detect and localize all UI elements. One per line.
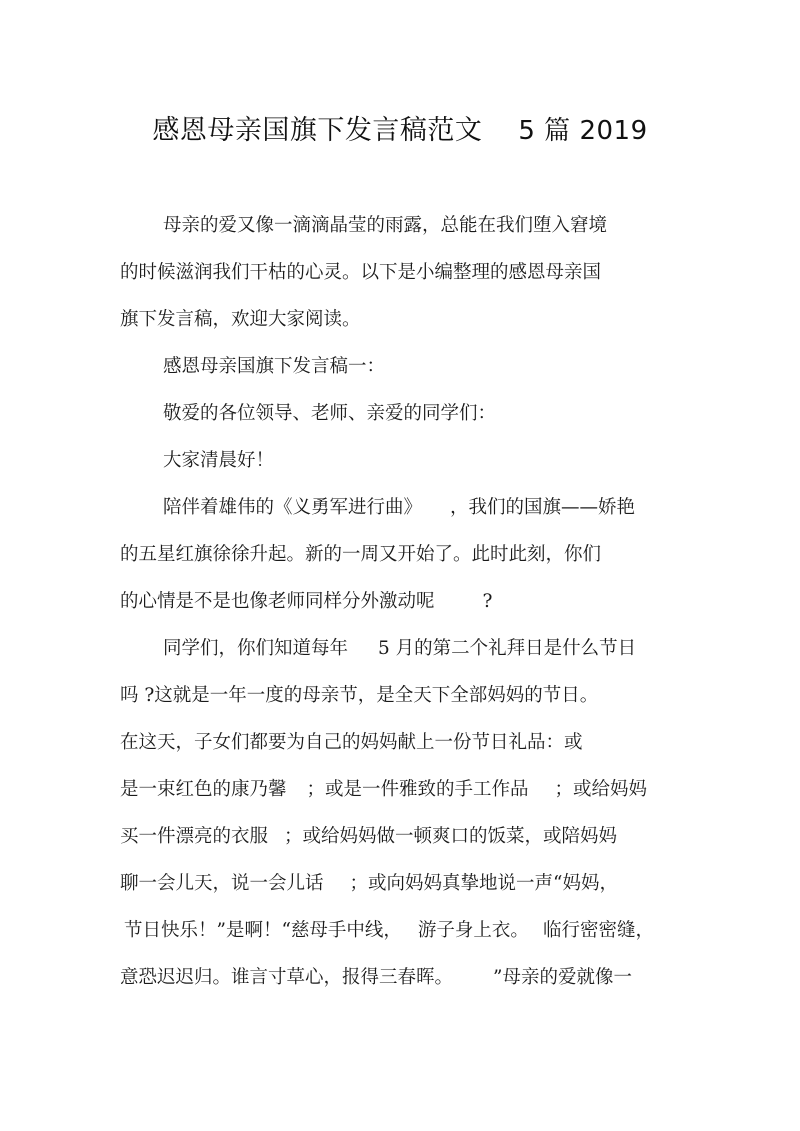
title-main: 感恩母亲国旗下发言稿范文 [152,115,483,146]
line-segment: ；或向妈妈真挚地说一声“妈妈， [349,873,618,894]
document-title [0,108,800,147]
line-segment: ，我们的国旗——娇艳 [450,497,636,518]
paragraph-line [120,778,647,802]
line-segment: 节日快乐！”是啊！“慈母手中线， [124,920,402,941]
paragraph-line: 的五星红旗徐徐升起。新的一周又开始了。此时此刻，你们 [120,544,602,565]
line-segment: 的心情是不是也像老师同样分外激动呢 [120,591,435,612]
paragraph-line [120,590,492,614]
line-segment: ；或是一件雅致的手工作品 [306,779,529,800]
title-number: 5 篇 2019 [518,116,648,146]
paragraph-line: 旗下发言稿，欢迎大家阅读。 [120,309,361,330]
line-segment: 聊一会儿天，说一会儿话 [120,873,324,894]
paragraph-line [120,872,618,896]
paragraph-line: 在这天，子女们都要为自己的妈妈献上一份节日礼品：或 [120,732,583,753]
line-segment: 意恐迟迟归。谁言寸草心，报得三春晖。 [120,967,454,988]
paragraph-line [120,966,632,990]
line-segment: 游子身上衣。 [417,920,529,941]
line-segment: ”母亲的爱就像一 [493,967,632,988]
salutation: 敬爱的各位领导、老师、亲爱的同学们： [163,403,497,424]
line-segment: 买一件漂亮的衣服 [120,826,269,847]
paragraph-line: 的时候滋润我们干枯的心灵。以下是小编整理的感恩母亲国 [120,262,602,283]
line-segment: ? [482,591,493,612]
paragraph-line [163,496,635,520]
paragraph-line: 吗 ?这就是一年一度的母亲节，是全天下全部妈妈的节日。 [120,685,599,706]
line-segment: 是一束红色的康乃馨 [120,779,287,800]
paragraph-line [163,637,636,661]
line-segment: 陪伴着雄伟的《义勇军进行曲》 [163,497,423,518]
line-segment: 5 月的第二个礼拜日是什么节日 [378,638,637,659]
line-segment: ；或给妈妈 [554,779,648,800]
section-heading: 感恩母亲国旗下发言稿一： [163,356,386,377]
paragraph-line [124,919,654,943]
line-segment: 同学们，你们知道每年 [163,638,349,659]
paragraph-line [120,825,617,849]
greeting: 大家清晨好！ [163,450,275,471]
paragraph-line: 母亲的爱又像一滴滴晶莹的雨露，总能在我们堕入窘境 [163,215,608,236]
line-segment: 临行密密缝， [542,920,654,941]
line-segment: ；或给妈妈做一顿爽口的饭菜，或陪妈妈 [284,826,618,847]
